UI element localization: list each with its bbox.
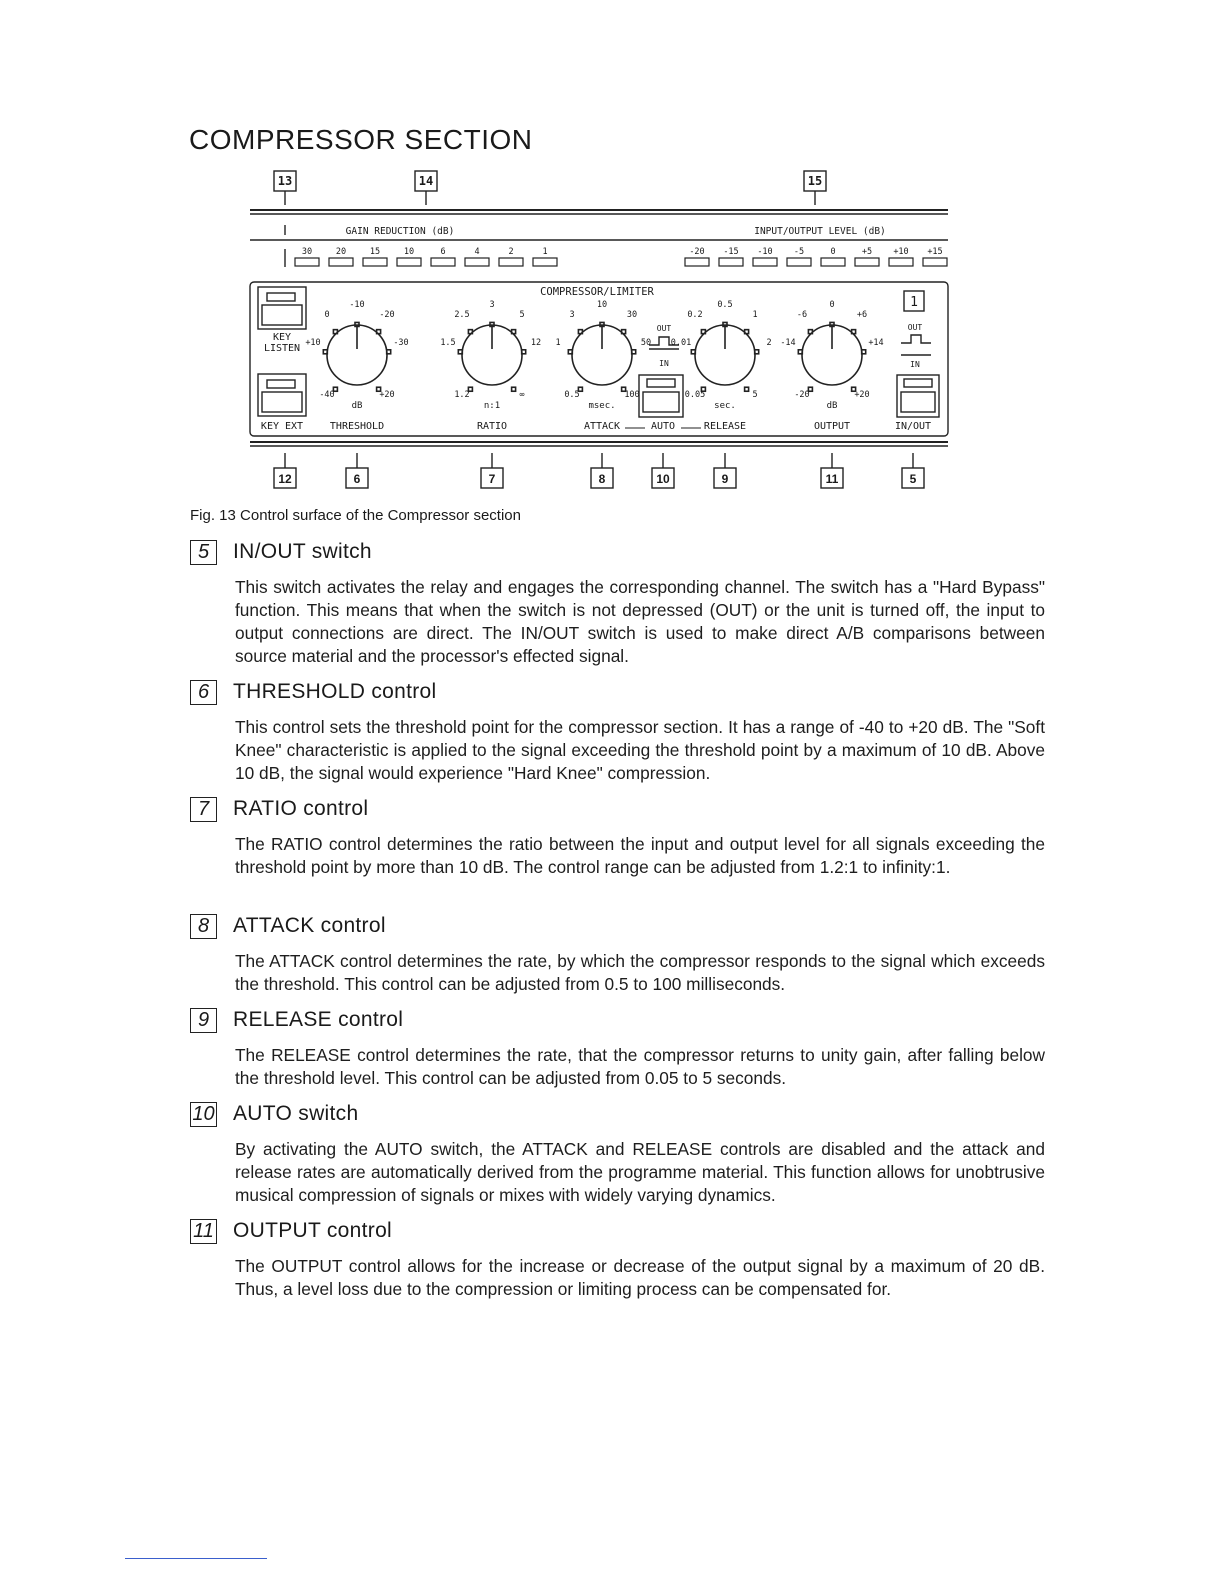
threshold-detent: [377, 330, 381, 334]
ratio-detent: [522, 350, 526, 354]
io-level-led: [923, 258, 947, 266]
section-number: 7: [190, 797, 217, 822]
attack-mark: 10: [596, 300, 608, 310]
release-mark: 0.5: [717, 300, 733, 310]
section-output-control: [190, 1216, 1045, 1301]
figure-caption: Fig. 13 Control surface of the Compressor section: [190, 507, 521, 524]
threshold-label: THRESHOLD: [329, 421, 385, 432]
output-mark: -6: [796, 310, 808, 320]
ratio-mark: 1.5: [440, 338, 456, 348]
section-title: OUTPUT control: [233, 1219, 393, 1242]
output-detent: [808, 330, 812, 334]
attack-mark: 30: [626, 310, 638, 320]
threshold-mark: -20: [379, 310, 395, 320]
attack-detent: [632, 350, 636, 354]
attack-label: ATTACK: [583, 421, 621, 432]
gain-reduction-led: [363, 258, 387, 266]
release-unit: sec.: [714, 401, 736, 411]
io-level-tick: +10: [893, 247, 909, 257]
callout-number: 11: [825, 472, 839, 486]
auto-label: AUTO: [650, 421, 676, 432]
ratio-detent: [512, 387, 516, 391]
section-release-control: [190, 1005, 1045, 1090]
section-heading: [190, 1005, 1045, 1035]
ratio-mark: 5: [519, 310, 525, 320]
io-level-tick: -5: [793, 247, 805, 257]
threshold-detent: [387, 350, 391, 354]
gain-reduction-tick: 30: [301, 247, 313, 257]
section-attack-control: [190, 911, 1045, 996]
key-listen-line2: LISTEN: [263, 343, 301, 354]
section-body: This control sets the threshold point for the compressor section. It has a range of -40 to +20 dB. The "Soft Knee" characteristic is applied to the signal exceeding the threshold point by a maximum of 10 dB. Above 10 dB, the signal would experience "Hard Knee" compression.: [235, 717, 1045, 783]
ratio-detent: [512, 330, 516, 334]
output-detent: [862, 350, 866, 354]
ratio-detent: [458, 350, 462, 354]
ratio-label: RATIO: [476, 421, 508, 432]
threshold-detent: [323, 350, 327, 354]
threshold-mark: +10: [305, 338, 321, 348]
callout-number: 6: [353, 472, 361, 486]
callout-number: 7: [488, 472, 496, 486]
io-level-led: [753, 258, 777, 266]
in-out-out-label: OUT: [907, 323, 923, 332]
footnote-rule: [125, 1558, 267, 1559]
output-mark: -14: [780, 338, 796, 348]
threshold-mark: 0: [324, 310, 330, 320]
output-label: OUTPUT: [813, 421, 851, 432]
output-mark: +20: [854, 390, 870, 400]
gain-reduction-led: [329, 258, 353, 266]
gain-reduction-label: GAIN REDUCTION (dB): [345, 226, 455, 237]
io-level-tick: +5: [861, 247, 873, 257]
output-mark: 0: [829, 300, 835, 310]
attack-detent: [622, 330, 626, 334]
gain-reduction-led: [397, 258, 421, 266]
callout-number: 8: [598, 472, 606, 486]
ratio-mark: 1.2: [454, 390, 470, 400]
section-title: RELEASE control: [233, 1008, 404, 1031]
callout-number: 5: [909, 472, 917, 486]
threshold-mark: +20: [379, 390, 395, 400]
section-body: The OUTPUT control allows for the increase or decrease of the output signal by a maximum of 20 dB. Thus, a level loss due to the compression or limiting process can be compensated for.: [235, 1256, 1045, 1299]
threshold-unit: dB: [351, 401, 363, 411]
gain-reduction-led: [295, 258, 319, 266]
attack-mark: 3: [569, 310, 575, 320]
section-number: 9: [190, 1008, 217, 1033]
gain-reduction-tick: 20: [335, 247, 347, 257]
section-body: The RATIO control determines the ratio between the input and output level for all signals exceeding the threshold point by more than 10 dB. The control range can be adjusted from 1.2:1 to infinity:1.: [235, 834, 1045, 877]
callout-15: 15: [807, 174, 823, 188]
section-body: By activating the AUTO switch, the ATTACK and RELEASE controls are disabled and the attack and release rates are automatically derived from the programme material. This function allows for unobtrusive musical compression of signals or mixes with widely varying dynamics.: [235, 1139, 1045, 1205]
section-in-out-switch: [190, 537, 1045, 668]
ratio-mark: 2.5: [454, 310, 470, 320]
section-title: AUTO switch: [233, 1102, 359, 1125]
output-mark: +14: [868, 338, 884, 348]
callout-number: 12: [278, 472, 292, 486]
output-mark: +6: [856, 310, 868, 320]
io-level-led: [821, 258, 845, 266]
output-detent: [798, 350, 802, 354]
release-mark: 2: [766, 338, 772, 348]
section-heading: [190, 911, 1045, 941]
io-level-label: INPUT/OUTPUT LEVEL (dB): [754, 226, 886, 237]
release-mark: 0.2: [687, 310, 703, 320]
auto-in-label: IN: [659, 359, 669, 368]
gain-reduction-led: [465, 258, 489, 266]
auto-out-label: OUT: [656, 324, 672, 333]
in-out-in-label: IN: [910, 360, 920, 369]
release-mark: 1: [752, 310, 758, 320]
section-number: 11: [190, 1219, 217, 1244]
section-number: 6: [190, 680, 217, 705]
ratio-unit: n:1: [483, 401, 501, 411]
section-body: This switch activates the relay and engages the corresponding channel. The switch has a "Hard Bypass" function. This means that when the switch is not depressed (OUT) or the unit is turned off, the input to output connections are direct. The IN/OUT switch is used to make direct A/B comparisons between source material and the processor's effected signal.: [235, 577, 1045, 666]
release-mark: 0.05: [684, 390, 706, 400]
key-listen-line1: KEY: [272, 332, 292, 343]
gain-reduction-tick: 2: [508, 247, 514, 257]
ratio-mark: ∞: [519, 390, 525, 400]
callout-number: 10: [656, 472, 670, 486]
output-detent: [852, 330, 856, 334]
attack-mark: 50: [640, 338, 652, 348]
page-title: COMPRESSOR SECTION: [189, 123, 533, 155]
gain-reduction-led: [533, 258, 557, 266]
control-surface-diagram: [245, 165, 955, 495]
in-out-label: IN/OUT: [894, 421, 932, 432]
section-threshold-control: [190, 677, 1045, 785]
section-title: RATIO control: [233, 797, 369, 820]
threshold-mark: -40: [319, 390, 335, 400]
io-level-led: [855, 258, 879, 266]
gain-reduction-led: [499, 258, 523, 266]
release-detent: [745, 387, 749, 391]
io-level-tick: -10: [757, 247, 773, 257]
release-detent: [691, 350, 695, 354]
output-mark: -20: [794, 390, 810, 400]
callout-number: 9: [721, 472, 729, 486]
key-ext-label: KEY EXT: [260, 421, 304, 432]
io-level-tick: -20: [689, 247, 705, 257]
section-auto-switch: [190, 1099, 1045, 1207]
gain-reduction-tick: 4: [474, 247, 480, 257]
release-mark: 5: [752, 390, 758, 400]
attack-detent: [578, 330, 582, 334]
gain-reduction-tick: 10: [403, 247, 415, 257]
release-mark: 0.01: [670, 338, 692, 348]
section-body: The RELEASE control determines the rate, that the compressor returns to unity gain, after falling below the threshold level. This control can be adjusted from 0.05 to 5 seconds.: [235, 1045, 1045, 1088]
callout-13: 13: [277, 174, 293, 188]
threshold-detent: [333, 330, 337, 334]
io-level-tick: 0: [830, 247, 836, 257]
io-level-tick: +15: [927, 247, 943, 257]
section-title: ATTACK control: [233, 914, 386, 937]
io-level-led: [719, 258, 743, 266]
io-level-tick: -15: [723, 247, 739, 257]
section-heading: [190, 677, 1045, 707]
ratio-mark: 12: [530, 338, 542, 348]
io-level-led: [787, 258, 811, 266]
gain-reduction-led: [431, 258, 455, 266]
panel-title: COMPRESSOR/LIMITER: [540, 286, 654, 298]
gain-reduction-tick: 1: [542, 247, 548, 257]
io-level-led: [685, 258, 709, 266]
ratio-mark: 3: [489, 300, 495, 310]
release-detent: [755, 350, 759, 354]
release-detent: [701, 330, 705, 334]
attack-mark: 1: [555, 338, 561, 348]
gain-reduction-tick: 15: [369, 247, 381, 257]
output-unit: dB: [826, 401, 838, 411]
attack-unit: msec.: [588, 401, 616, 411]
section-heading: [190, 537, 1045, 567]
attack-mark: 0.5: [564, 390, 580, 400]
threshold-mark: -10: [349, 300, 365, 310]
section-number: 8: [190, 914, 217, 939]
section-heading: [190, 1216, 1045, 1246]
section-heading: [190, 1099, 1045, 1129]
release-label: RELEASE: [703, 421, 747, 432]
channel-number: 1: [910, 295, 918, 310]
attack-detent: [568, 350, 572, 354]
ratio-detent: [468, 330, 472, 334]
section-number: 10: [190, 1102, 217, 1127]
threshold-mark: -30: [393, 338, 409, 348]
callout-14: 14: [418, 174, 434, 188]
attack-mark: 100: [624, 390, 640, 400]
gain-reduction-tick: 6: [440, 247, 446, 257]
section-body: The ATTACK control determines the rate, by which the compressor responds to the signal which exceeds the threshold. This control can be adjusted from 0.5 to 100 milliseconds.: [235, 951, 1045, 994]
io-level-led: [889, 258, 913, 266]
release-detent: [745, 330, 749, 334]
section-ratio-control: [190, 794, 1045, 879]
section-number: 5: [190, 540, 217, 565]
section-title: THRESHOLD control: [233, 680, 437, 703]
section-title: IN/OUT switch: [233, 540, 372, 563]
section-heading: [190, 794, 1045, 824]
